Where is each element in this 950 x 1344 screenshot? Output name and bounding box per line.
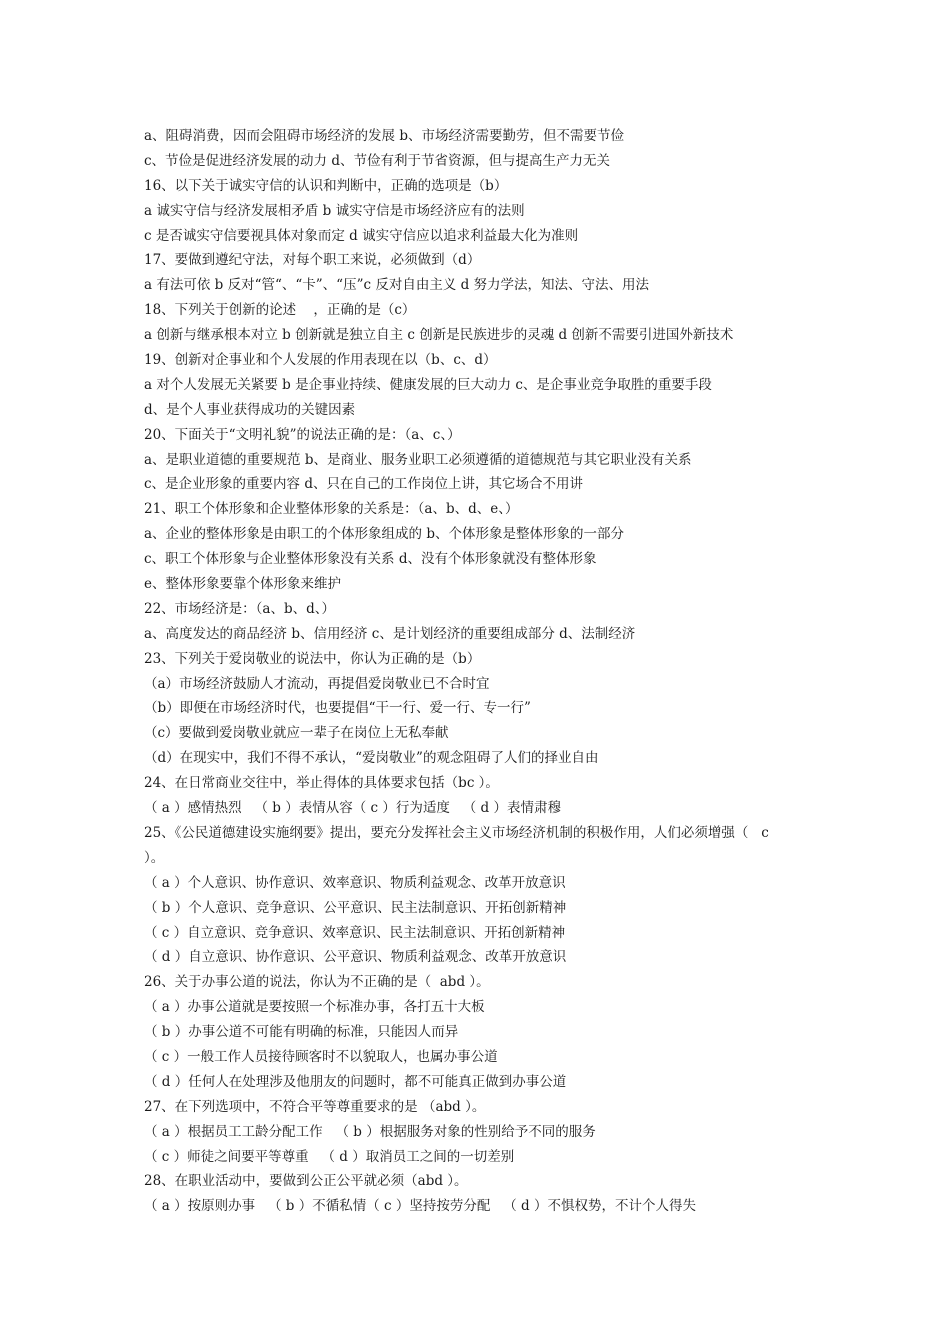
text-line: a 创新与继承根本对立 b 创新就是独立自主 c 创新是民族进步的灵魂 d 创新不需要引进国外新技术 (144, 327, 734, 344)
text-line: （c）要做到爱岗敬业就应一辈子在岗位上无私奉献 (144, 725, 449, 742)
text-line: （ b ）个人意识、竞争意识、公平意识、民主法制意识、开拓创新精神 (144, 899, 567, 916)
text-line: 17、要做到遵纪守法，对每个职工来说，必须做到（d） (144, 252, 481, 269)
text-line: a、企业的整体形象是由职工的个体形象组成的 b、个体形象是整体形象的一部分 (144, 526, 624, 543)
text-line: （ a ）按原则办事 （ b ）不循私情（ c ）坚持按劳分配 （ d ）不惧权势，不计个人得失 (144, 1198, 696, 1215)
text-line: 16、以下关于诚实守信的认识和判断中，正确的选项是（b） (144, 177, 508, 194)
text-line: （ a ）感情热烈 （ b ）表情从容（ c ）行为适度 （ d ）表情肃穆 (144, 800, 561, 817)
text-line: （ c ）自立意识、竞争意识、效率意识、民主法制意识、开拓创新精神 (144, 924, 566, 941)
text-line: 20、下面关于“文明礼貌”的说法正确的是：（a、c、） (144, 426, 461, 443)
text-line: （ a ）根据员工工龄分配工作 （ b ）根据服务对象的性别给予不同的服务 (144, 1123, 596, 1140)
text-line: 18、下列关于创新的论述 ，正确的是（c） (144, 302, 416, 319)
text-line: a 对个人发展无关紧要 b 是企事业持续、健康发展的巨大动力 c、是企事业竞争取胜的重要手段 (144, 376, 712, 393)
text-line: 19、创新对企事业和个人发展的作用表现在以（b、c、d） (144, 352, 497, 369)
text-line: a、是职业道德的重要规范 b、是商业、服务业职工必须遵循的道德规范与其它职业没有关系 (144, 451, 692, 468)
text-line: （ b ）办事公道不可能有明确的标准，只能因人而异 (144, 1024, 459, 1041)
text-line: a 有法可依 b 反对“管“、“卡”、“压”c 反对自由主义 d 努力学法，知法、守法、用法 (144, 277, 650, 294)
text-line: a、高度发达的商品经济 b、信用经济 c、是计划经济的重要组成部分 d、法制经济 (144, 625, 636, 642)
document-body (144, 124, 824, 1219)
text-line: 26、关于办事公道的说法，你认为不正确的是（ abd ）。 (144, 974, 490, 991)
text-line: 24、在日常商业交往中，举止得体的具体要求包括（bc ）。 (144, 775, 499, 792)
text-line: c、职工个体形象与企业整体形象没有关系 d、没有个体形象就没有整体形象 (144, 551, 597, 568)
text-line: （ a ）办事公道就是要按照一个标准办事，各打五十大板 (144, 999, 485, 1016)
text-line: （a）市场经济鼓励人才流动，再提倡爱岗敬业已不合时宜 (144, 675, 490, 692)
text-line: （ c ）一般工作人员接待顾客时不以貌取人，也属办事公道 (144, 1048, 498, 1065)
text-line: 21、职工个体形象和企业整体形象的关系是：（a、b、d、e、） (144, 501, 519, 518)
text-line: （ c ）师徒之间要平等尊重 （ d ）取消员工之间的一切差别 (144, 1148, 515, 1165)
text-line: （d）在现实中，我们不得不承认，“爱岗敬业”的观念阻碍了人们的择业自由 (144, 750, 599, 767)
text-line: （ a ）个人意识、协作意识、效率意识、物质利益观念、改革开放意识 (144, 874, 566, 891)
text-line: 28、在职业活动中，要做到公正公平就必须（abd ）。 (144, 1173, 468, 1190)
text-line: a、阻碍消费，因而会阻碍市场经济的发展 b、市场经济需要勤劳，但不需要节俭 (144, 128, 624, 144)
text-line: d、是个人事业获得成功的关键因素 (144, 401, 356, 418)
text-line: （ d ）自立意识、协作意识、公平意识、物质利益观念、改革开放意识 (144, 949, 567, 966)
text-line: 27、在下列选项中，不符合平等尊重要求的是 （abd ）。 (144, 1098, 486, 1115)
text-line: c、节俭是促进经济发展的动力 d、节俭有利于节省资源，但与提高生产力无关 (144, 152, 610, 169)
text-line: 23、下列关于爱岗敬业的说法中，你认为正确的是（b） (144, 650, 481, 667)
text-line: e、整体形象要靠个体形象来维护 (144, 576, 341, 593)
text-line: （b）即便在市场经济时代，也要提倡“干一行、爱一行、专一行” (144, 700, 531, 717)
text-line: ）。 (144, 849, 165, 866)
text-line: c、是企业形象的重要内容 d、只在自己的工作岗位上讲，其它场合不用讲 (144, 476, 583, 493)
text-line: 22、市场经济是：（a、b、d、） (144, 600, 336, 617)
text-line: （ d ）任何人在处理涉及他朋友的问题时，都不可能真正做到办事公道 (144, 1073, 567, 1090)
text-line: c 是否诚实守信要视具体对象而定 d 诚实守信应以追求利益最大化为准则 (144, 227, 579, 244)
text-line: a 诚实守信与经济发展相矛盾 b 诚实守信是市场经济应有的法则 (144, 202, 525, 219)
text-line: 25、《公民道德建设实施纲要》提出，要充分发挥社会主义市场经济机制的积极作用，人们必须增强（ c (144, 824, 769, 841)
